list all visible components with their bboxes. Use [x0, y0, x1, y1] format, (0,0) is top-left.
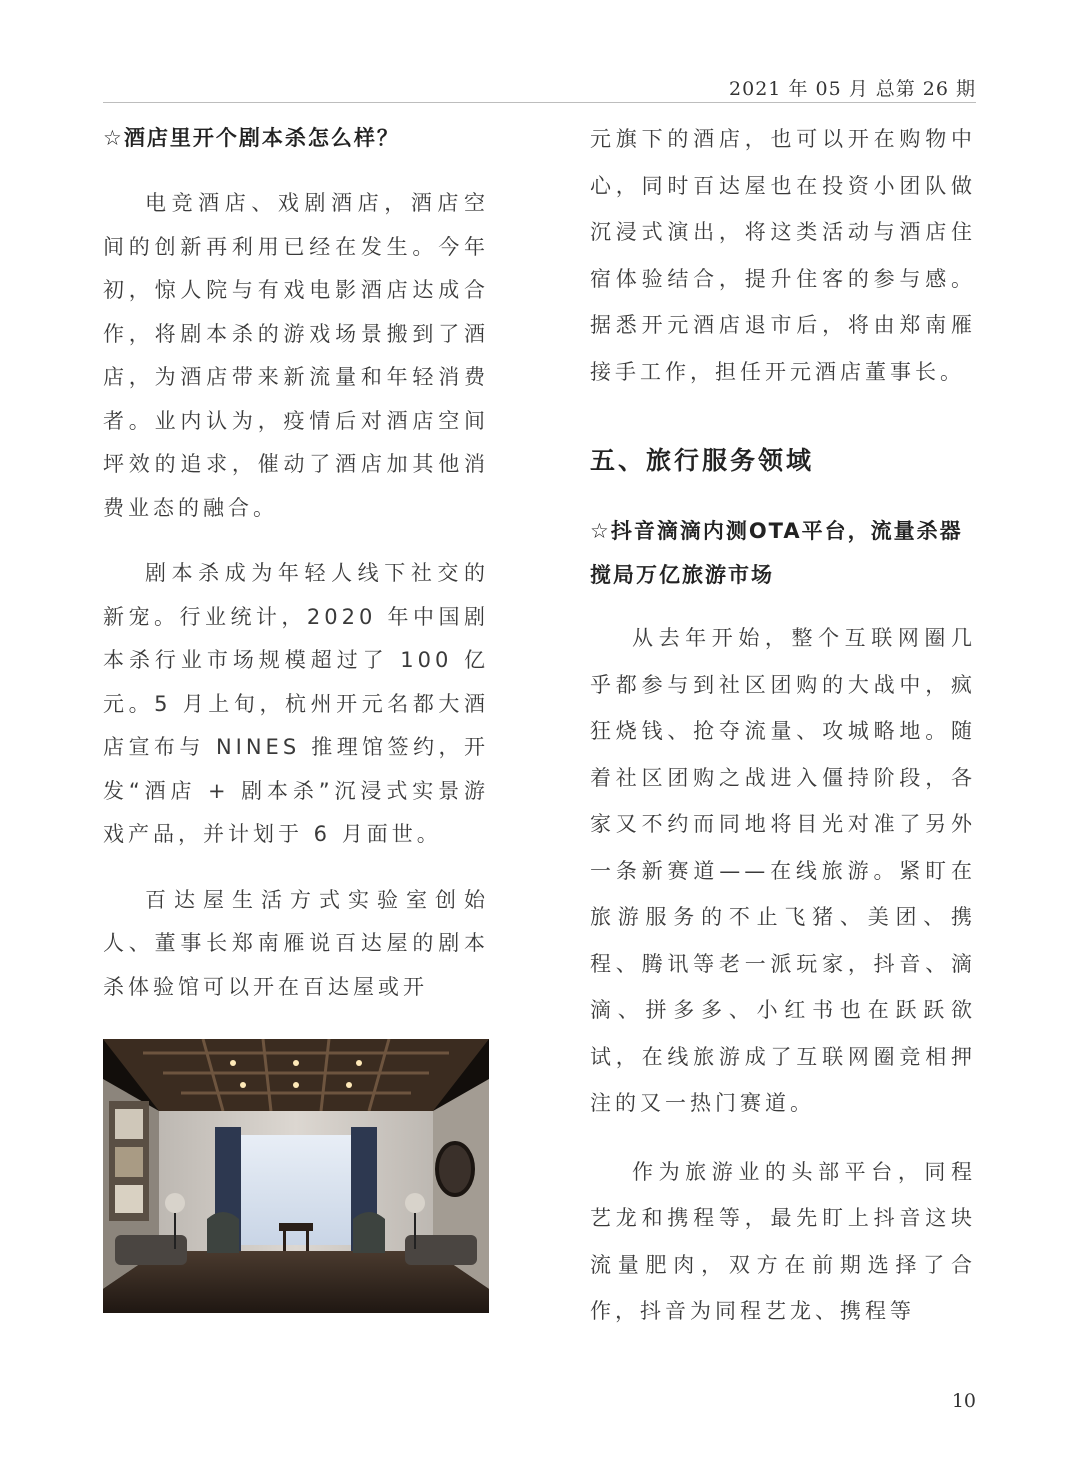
hotel-room-illustration: [103, 1039, 489, 1313]
left-column: [103, 116, 489, 1313]
section-heading-travel: 五、旅行服务领域: [590, 446, 815, 475]
paragraph-script-kill-market: 剧本杀成为年轻人线下社交的新宠。行业统计，2020 年中国剧本杀行业市场规模超过了 100 亿元。5 月上旬，杭州开元名都大酒店宣布与 NINES 推理馆签约，开发“酒店 + 剧本杀”沉浸式实景游戏产品，并计划于 6 月面世。: [103, 561, 489, 846]
section-subheading-hotel: ☆酒店里开个剧本杀怎么样？: [103, 126, 400, 150]
right-column: [590, 116, 976, 1335]
paragraph-online-travel: 从去年开始，整个互联网圈几乎都参与到社区团购的大战中，疯狂烧钱、抢夺流量、攻城略地。随着社区团购之战进入僵持阶段，各家又不约而同地将目光对准了另外一条新赛道——在线旅游。紧盯在旅游服务的不止飞猪、美团、携程、腾讯等老一派玩家，抖音、滴滴、拼多多、小红书也在跃跃欲试，在线旅游成了互联网圈竞相押注的又一热门赛道。: [590, 626, 976, 1115]
paragraph-baidawu-continued: 元旗下的酒店，也可以开在购物中心，同时百达屋也在投资小团队做沉浸式演出，将这类活动与酒店住宿体验结合，提升住客的参与感。据悉开元酒店退市后，将由郑南雁接手工作，担任开元酒店董事长。: [590, 127, 976, 384]
paragraph-hotel-innovation: 电竞酒店、戏剧酒店，酒店空间的创新再利用已经在发生。今年初，惊人院与有戏电影酒店达成合作，将剧本杀的游戏场景搬到了酒店，为酒店带来新流量和年轻消费者。业内认为，疫情后对酒店空间坪效的追求，催动了酒店加其他消费业态的融合。: [103, 191, 489, 520]
paragraph-ota-cooperation: 作为旅游业的头部平台，同程艺龙和携程等，最先盯上抖音这块流量肥肉，双方在前期选择了合作，抖音为同程艺龙、携程等: [590, 1159, 976, 1323]
issue-header: 2021 年 05 月 总第 26 期: [729, 78, 976, 100]
section-subheading-ota: ☆抖音滴滴内测OTA平台，流量杀器搅局万亿旅游市场: [590, 519, 963, 587]
hotel-interior-photo: [103, 1039, 489, 1313]
paragraph-baidawu: 百达屋生活方式实验室创始人、董事长郑南雁说百达屋的剧本杀体验馆可以开在百达屋或开: [103, 887, 489, 999]
page-number: 10: [951, 1390, 976, 1412]
header-rule: [103, 102, 976, 103]
